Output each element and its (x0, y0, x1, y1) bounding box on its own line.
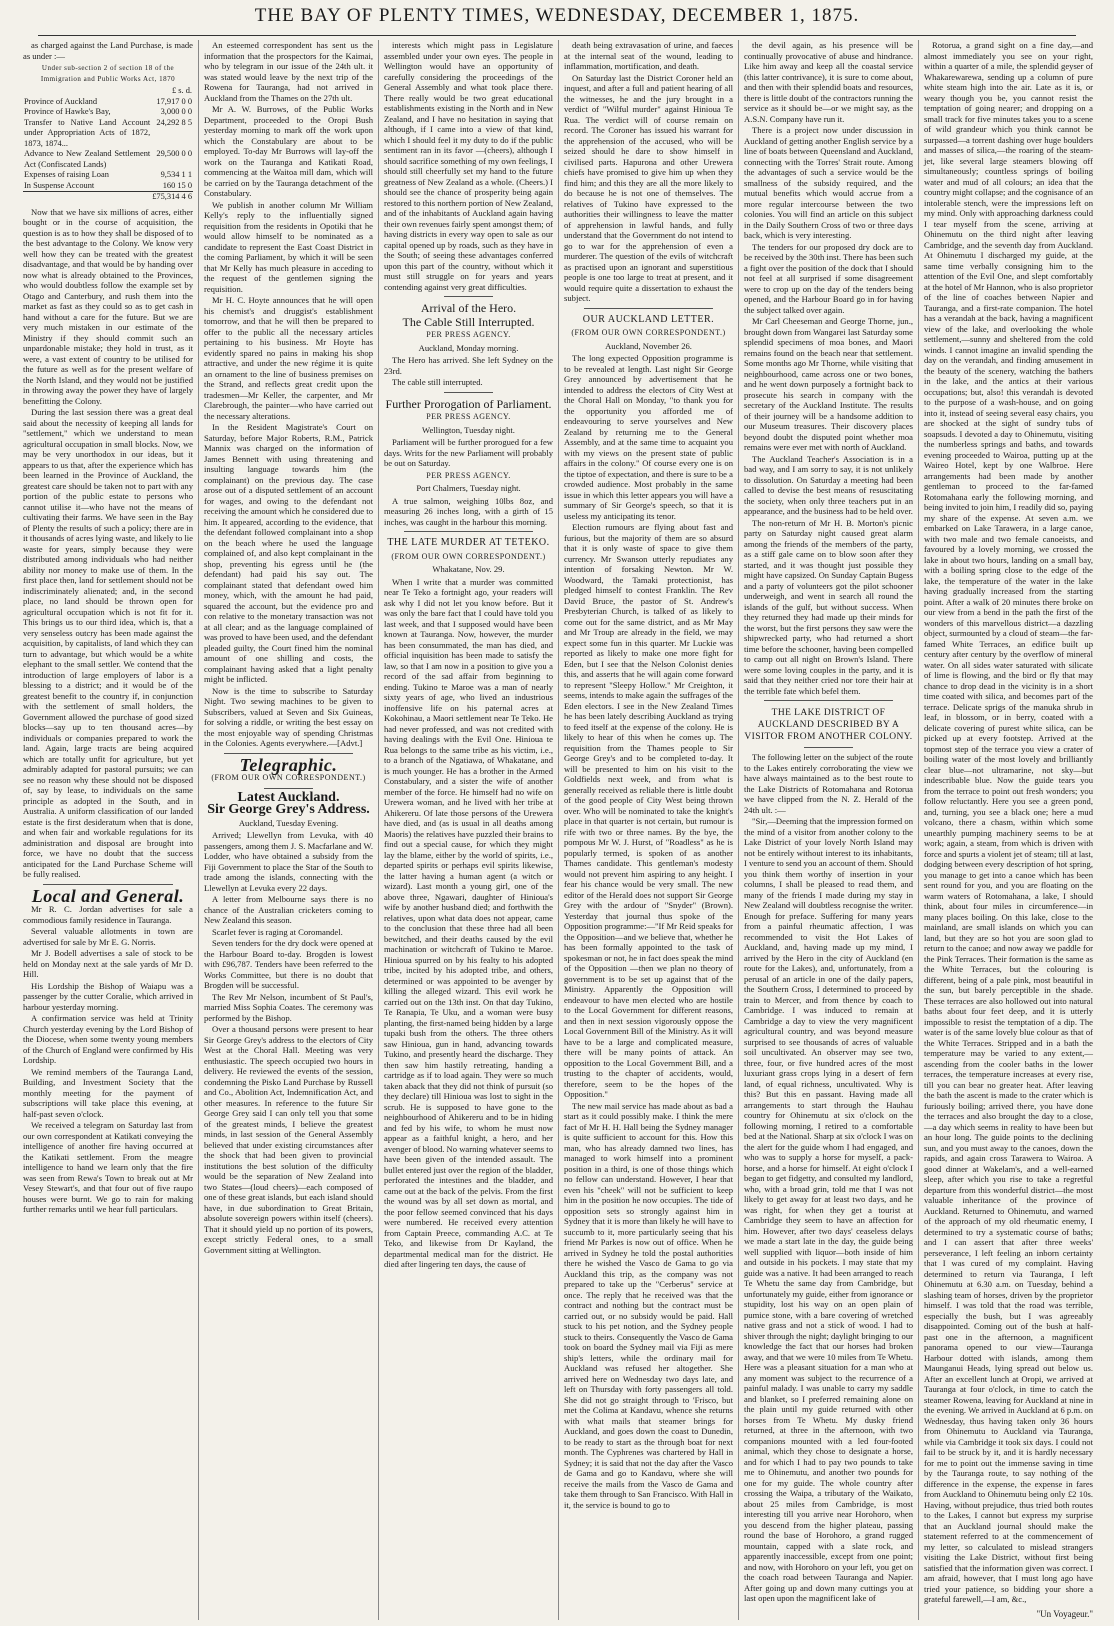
section-heading: Telegraphic. (239, 754, 338, 775)
paragraph: An esteemed correspondent has sent us the information that the prospectors for the Kaimai, who by telegram in our issue of the 24th ult. it was stated would leave by the next trip of the Rowena for Tauranga, had not arrived in Auckland from the Thames on the 27th ult. (204, 40, 373, 103)
signature-line: "Un Voyageur." (1036, 1608, 1093, 1619)
row-amount: 17,917 0 0 (156, 96, 192, 106)
byline: (FROM OUR OWN CORRESPONDENT.) (571, 328, 726, 337)
paragraph: Scarlet fever is raging at Coromandel. (212, 926, 343, 937)
paragraph: The Hero has arrived. She left Sydney on the 23rd. (384, 355, 553, 376)
row-label: Transfer to Native Land Account under Appropriation Acts of 1872, 1873, 1874... (24, 117, 151, 148)
byline: (FROM OUR OWN CORRESPONDENT.) (211, 773, 366, 782)
paragraph: Seven tenders for the dry dock were opened at the Harbour Board to-day. Brogden is lowest with £96,787. Tenders have been referred to the Works Committee, but there is no doubt that Brogden will be successful. (204, 938, 373, 990)
paragraph: Several valuable allotments in town are advertised for sale by Mr E. G. Norris. (23, 926, 193, 947)
paragraph: Now that we have six millions of acres, either bought or in the course of acquisition, the question is as to how they shall be disposed of to the best advantage to the Colony. We know very well how they can be treated with the greatest disadvantage, and that would be by handing over now what is already obtained to the Provinces, who would doubtless follow the example set by Otago and Canterbury, and rush them into the market as fast as they could so as to get cash in hand without a care for the future. But we are very much mistaken in our estimate of the Ministry if they should commit such an unpardonable mistake; they hold in trust, as it were, a vast extent of country to be utilised for the future as well as for the present welfare of the North Island, and they would not be justified in throwing away the power they have of largely benefitting the Colony. (23, 206, 193, 406)
paragraph: We remind members of the Tauranga Land, Building, and Investment Society that the monthly meeting for the payment of subscriptions will take place this evening, at half-past seven o'clock. (23, 1066, 193, 1119)
paragraph: The following letter on the subject of the route to the Lakes entirely corroborating the view we have always maintained as to the best route to the Lake Districts of Rotomahana and Rotorua we have clipped from the N. Z. Herald of the 24th ult. :— (744, 752, 913, 815)
row-amount: 3,000 0 0 (160, 107, 192, 116)
paragraph: Arrived; Llewellyn from Levuka, with 40 passengers, among them J. S. Macfarlane and W. Lodder, who have obtained a subsidy from the Fiji Government to place the Star of the South to trade among the islands, connecting with the Llewellyn at Levuka every 22 days. (204, 830, 373, 893)
paragraph: On Saturday last the District Coroner held an inquest, and after a full and patient hearing of all the witnesses, he and the jury brought in a verdict of "Wilful murder" against Hinioua Te Rua. The verdict will of course remain on record. The Coroner has issued his warrant for the apprehension of the accused, who will be seized should he dare to show himself in civilised parts. Hapurona and other Urewera chiefs have promised to give him up when they find him; and this they are all the more likely to do because he is not one of themselves. The relatives of Tukino have expressed to the authorities their willingness to leave the matter of apprehension in lawful hands, and fully understand that the Government do not intend to go to war for the apprehension of even a murderer. The question of the evils of witchcraft as practised upon an ignorant and superstitious people is one too large to treat at present, and it would require quite a dissertation to exhaust the subject. (564, 72, 733, 303)
paragraph: We received a telegram on Saturday last from our own correspondent at Katikati conveying the intelligence of another fire having occurred at the Katikati settlement. From the meagre intelligence to hand we learn only that the fire was seen from Rewa's Town to break out at Mr Vesey Stewart's, and that four out of five raupo houses were burnt. We go to rain for making further remarks until we hear full particulars. (23, 1120, 193, 1214)
paragraph: Mr R. C. Jordan advertises for sale a commodious family residence in Tauranga. (23, 904, 193, 925)
paragraph: Mr A. W. Burrows, of the Public Works Department, proceeded to the Oropi Bush yesterday morning to mark off the work upon which the Constabulary are about to be employed. To-day Mr Burrows will lay-off the work on the Tauranga and Katikati Road, commencing at the Waitoa mill dam, which will be carried on by the Tauranga detachment of the Constabulary. (204, 104, 373, 198)
paragraph: Parliament will be further prorogued for a few days. Writs for the new Parliament will probably be out on Saturday. (384, 437, 553, 468)
divider (584, 308, 713, 309)
paragraph: Over a thousand persons were present to hear Sir George Grey's address to the electors of City West at the Choral Hall. Meeting was very enthusiastic. The speech occupied two hours in delivery. He reviewed the events of the session, condemning the Pisko Land Purchase by Russell and Co., Abolition Act, Indemnification Act, and other measures. In reference to the future Sir George Grey said I can only tell you that some of the greatest minds, I believe the greatest minds, in last session of the General Assembly believed that under existing circumstances after the shock that had been given to provincial institutions the best solution of the difficulty would be the separation of New Zealand into two States—(loud cheers)—each composed of one of these great islands, but each island should have, in due subordination to Great Britain, absolute sovereign powers within itself (cheers). That it should yield up no portion of its powers, except strictly Federal ones, to a small Government sitting at Wellington. (204, 1024, 373, 1255)
paragraph: A letter from Melbourne says there is no chance of the Australian cricketers coming to New Zealand this season. (204, 894, 373, 925)
column-5 (738, 40, 918, 1620)
dateline: Auckland, Monday morning. (418, 342, 519, 353)
paragraph: A confirmation service was held at Trinity Church yesterday evening by the Lord Bishop of the Diocese, when some twenty young members of the Church of England were confirmed by His Lordship. (23, 1013, 193, 1065)
section-heading: Local and General. (31, 885, 185, 906)
paragraph: Rotorua, a grand sight on a fine day,—and almost immediately you see on your right, within a quarter of a mile, the splendid geyser of Whakarewarewa, sending up a column of pure white steam high into the air. Late as it is, or weary though you be, you cannot resist the temptation of going nearer; and dropping on a small track for five minutes takes you to a scene of wild grandeur which you think cannot be surpassed—a torrent dashing over huge boulders and masses of silica,—the roaring of the steam-jet, like several large steamers blowing off simultaneously; countless springs of boiling water and mud of all colours; an idea that the country might collapse; and the cognisance of an intolerable stench, were the impressions left on my mind. Only with approaching darkness could I tear myself from the scene, arriving at Ohinemutu on the third night after leaving Cambridge, and the seventh day from Auckland. At Ohinemutu I discharged my guide, at the same time verbally consigning him to the attention of the Evil One, and slept comfortably at the hotel of Mr Hannon, who is also proprietor of the line of coaches between Napier and Tauranga, and a first-rate companion. The hotel has a verandah at the back, having a magnificent view of the lake, and overlooking the whole settlement,—sunny and sheltered from the cold winds. I cannot imagine an invalid spending the day on the verandah, and finding amusement in the beauty of the scenery, watching the bathers in the lake, and the antics at their various occupations; but, also! this verandah is devoted to the purpose of a wash-house, and on going into it, instead of seeing several easy chairs, you are shocked at the sight of sundry tubs of soapsuds. I devoted a day to Ohinemutu, visiting the numberless springs and baths, and towards evening proceeded to Wairoa, putting up at the Waireo Hotel, kept by one Walbroe. Here arrangements had been made by another gentleman to proceed to the far-famed Rotomahana early the following morning, and being invited to join him, I readily did so, paying my share of the expense. At seven a.m. we embarked on Lake Tarawera, in a large canoe, with two male and two female canoeists, and favoured by a lovely morning, we crossed the lake in about two hours, landing on a small bay, with a boiling spring close to the edge of the lake, the temperature of the water in the lake having gradually increased from the starting point. After a walk of 20 minutes there broke on our view from a bend in the path the first of the wonders of this marvellous district—a dazzling object, surmounted by a cloud of steam—the far-famed White Terraces, an edifice built up century after century by the overflow of mineral water. On all sides water saturated with silicate of lime is flowing, and the bird or fly that may chance to drop dead in the vicinity is in a short time coated with silica, and becomes part of the terrace. Delicate sprigs of the manuka shrub in leaf, in blossom, or in berry, coated with a delicate covering of purest white silica, can be picked up at every footstep. Arrived at the topmost step of the terrace you view a crater of boiling water of the most lovely and brilliantly clear blue—not ultramarine, not sky—but indescribable blue. Now the guide tears you from the terrace to point out fresh wonders; you follow reluctantly. Here you see a green pond, and, turning, you see a black one; here a mud volcano, there a chasm, within which some unearthly pumping machinery seems to be at work; again, a steam, from which is driven with force and spurts a violent jet of steam; till at last, dodging between every description of hot spring, you manage to get into a canoe which has been sent round for you, and you are floating on the warm waters of Rotomahana, a lake, I should think, about four miles in circumference—in many places boiling. On this lake, close to the mainland, are small islands on which you can land, but they are so hot you are soon glad to return to the canoe; and now away we paddle for the Pink Terraces. Their formation is the same as the White Terraces, but the colouring is different, being of a pale pink, most beautiful in the sun, but barely perceptible in the shade. These terraces are also hollowed out into natural baths about four feet deep, and it is utterly impossible to resist the temptation of a dip. The water is of the same lovely blue colour as that of the White Terraces. Stripped and in a bath the temperature may be varied to any extent,—ascending from the cooler baths in the lower terraces, the temperature increases at every rise, till you can bear no greater heat. After leaving the bath the ascent is made to the crater which is furiously boiling; arrived there, you have done the terraces and also brought the day to a close, —a day which seems in reality to have been but an hour long. The guide points to the declining sun, and you must away to the canoes, down the rapids, and again cross Tarawera to Wairoa. A good dinner at Wakelam's, and a well-earned sleep, after which you rise to take a regretful departure from this wonderful district—the most valuable inheritance of the province of Auckland. Returned to Ohinemutu, and warned of the approach of my old rheumatic enemy, I determined to try a systematic course of baths; and I can assert that after three weeks' perseverance, I left feeling an inborn certainty that I was cured of my complaint. Having determined to return via Tauranga, I left Ohinemutu at 6.30 a.m. on Tuesday, behind a slashing team of horses, driven by the proprietor himself. I was told that the road was terrible, especially the bush, but I was agreeably disappointed. Coming out of the bush at half-past one in the afternoon, a magnificent panorama opened to our view—Tauranga Harbour dotted with islands, among them Maunganui Heads, lying spread out below us. After an excellent lunch at Oropi, we arrived at Tauranga at four o'clock, in time to catch the steamer Rowena, leaving for Auckland at nine in the evening. We arrived in Auckland at 6 p.m. on Wednesday, thus having taken only 36 hours from Ohinemutu to Auckland via Tauranga, while via Cambridge it took six days. I could not fail to be struck by it, and it is hardly necessary for me to point out the immense saving in time by the Tauranga route, to say nothing of the difference in the expense, the expense in fares from Auckland to Ohinemutu being only £2 10s. Having, without prejudice, thus tried both routes to the Lakes, I cannot but express my surprise that an Auckland journal should make the statement referred to at the commencement of my letter, so calculated to mislead strangers visiting the Lake District, without first being satisfied that the information given was correct. I am afraid, however, that I must long ago have tried your patience, so bidding your shore a grateful farewell,—I am, &c., (924, 40, 1093, 1604)
row-amount: 29,500 0 0 (156, 149, 192, 158)
article-heading: Arrival of the Hero. (420, 301, 517, 315)
row-label: In Suspense Account (24, 180, 95, 190)
column-6 (918, 40, 1098, 1620)
table-note: Under sub-section 2 of section 18 of the Immigration and Public Works Act, 1870 (40, 64, 176, 83)
paragraph: Mr H. C. Hoyte announces that he will open his chemist's and druggist's establishment tomorrow, and that he will then be prepared to offer to the public all the necessary articles pertaining to his business. Mr Hoyte has evidently spared no pains in making his shop attractive, and under the new régime it is quite an ornament to the line of business premises on the Strand, and reflects great credit upon the tradesmen—Mr Keller, the carpenter, and Mr Clarebrough, the painter—who have carried out the necessary alterations. (204, 295, 373, 421)
row-label: Advance to New Zealand Settlement Act (Confiscated Lands) (24, 149, 151, 169)
article-heading: THE LATE MURDER AT TETEKO. (387, 537, 550, 548)
paragraph: In the Resident Magistrate's Court on Saturday, before Major Roberts, R.M., Patrick Mannix was charged on the information of James Bennett with using threatening and insulting language towards him (the complainant) on the previous day. The case arose out of a disputed settlement of an account for wages, and owing to the defendant not receiving the amount which he considered due to him. It appeared, according to the evidence, that the defendant followed complainant into a shop on the beach where he used the language complained of, and also kept complainant in the shop, preventing his egress until he (the defendant) had paid his say out. The complainant stated that defendant owed him money, which, with the amount he had paid, squared the account, but the evidence pro and con relative to the monetary transaction was not at all clear; and as the language complained of was proved to have been used, and the defendant pleaded guilty, the Court fined him the nominal amount of one shilling and costs, the complainant having asked that a light penalty might be inflicted. (204, 422, 373, 684)
paragraph: The tenders for our proposed dry dock are to be received by the 30th inst. There has been such a fight over the position of the dock that I should not feel at all surprised if some disagreement were to crop up on the day of the tenders being opened, and the Harbour Board go in for having the subject talked over again. (744, 241, 913, 315)
paragraph: His Lordship the Bishop of Waiapu was a passenger by the cutter Coralie, which arrived in harbour yesterday morning. (23, 980, 193, 1012)
divider (404, 531, 533, 532)
table-row (23, 181, 193, 192)
dateline: Auckland, November 26. (605, 340, 692, 351)
paragraph: Now is the time to subscribe to Saturday Night. Two sewing machines to be given to Subscribers, valued at Seven and Six Guineas, for solving a riddle, or writing the best essay on the most enjoyable way of spending Christmas in the Colonies. Agents everywhere.—[Advt.] (204, 685, 373, 748)
table-row (23, 118, 193, 150)
agency-line: PER PRESS AGENCY. (426, 330, 511, 339)
table-row (23, 97, 193, 108)
columns (18, 40, 1098, 1620)
row-label: Expenses of raising Loan (24, 170, 109, 179)
paragraph: as charged against the Land Purchase, is made as under :— (23, 40, 193, 61)
divider (224, 753, 353, 754)
paragraph: the devil again, as his presence will be continually provocative of abuse and hindrance. Like him away and keep all the coastal service (this latter contrivance), it is sure to come about, and then with their splendid boats and resources, there is little doubt of the contractors running the service as it should be—or we might say, as the A.S.N. Company have run it. (744, 40, 913, 124)
land-purchase-table (23, 86, 193, 203)
paragraph: A true salmon, weighing 10lbs 8oz, and measuring 26 inches long, with a girth of 15 inches, was caught in the harbour this morning. (384, 495, 553, 527)
paragraph: We publish in another column Mr William Kelly's reply to the influentially signed requisition from the residents in Opotiki that he would allow himself to be nominated as a candidate to represent the East Coast District in the coming Parliament, by which it will be seen that Mr Kelly has much pleasure in acceding to the request of the gentlemen signing the requisition. (204, 199, 373, 294)
paragraph: death being extravasation of urine, and faeces at the internal seat of the wound, leading to inflammation, mortification, and death. (564, 40, 733, 71)
dateline: Wellington, Tuesday night. (422, 424, 515, 435)
agency-line: PER PRESS AGENCY. (426, 470, 511, 480)
paragraph: Election rumours are flying about fast and furious, but the majority of them are so absurd that it is only waste of space to give them currency. Mr Swanson utterly repudiates any intention of forsaking Newton. Mr W. Woodward, the Tamaki protectionist, has pledged himself to contest Franklin. The Rev David Bruce, the pastor of St. Andrew's Presbyterian Church, is talked of as likely to come out for the same district, and as Mr May and Mr Troup are already in the field, we may expect some fun in this quarter. Mr Luckie was reported as likely to make one more fight for Eden, but I see that the Nelson Colonist denies this, and asserts that he will again come forward to represent "Sleepy Hollow." Mr Creighton, it seems, intends to make again the suffrages of the Eden electors. I see in the New Zealand Times he has been lately describing Auckland as trying to feed itself at the expense of the colony. He is likely to hear of this when he comes up. The requisition from the Thames people to Sir George Grey's and to be completed to-day. It will be presented to him on his visit to the Goldfields next week, and from what is generally received as reliable there is little doubt of the good people of City West being thrown over. Who will be nominated to take the knight's place in that quarter is not certain, but rumour is rife with two or three names. By the bye, the pompous Mr W. J. Hurst, of "Roadless" as he is popularly termed, is spoken of as another Thames candidate. This gentleman's modesty would not prevent him aspiring to any height. I fear his chance would be very small. The new editor of the Herald does not support Sir George Grey with the ardour of "Snyder" (Brown). Yesterday that journal thus spoke of the Opposition programme:—"If Mr Reid speaks for the Opposition—and we believe that, whether he has been formally appointed to the task of spokesman or not, he in fact does speak the mind of the Opposition —then we plan no theory of government is to be set up against that of the Ministry. Apparently the Opposition will endeavour to have men elected who are hostile to the Local Government for different reasons, and then in next session vigorously oppose the Local Government Bill of the Ministry. As it will have to be a large and complicated measure, there will be many points of attack. An opposition to the Local Government Bill, and a trusting to the chapter of accidents, would, therefore, seem to be the hopes of the Opposition." (564, 522, 733, 1099)
dateline: Auckland, Tuesday Evening. (238, 817, 339, 828)
row-label (23, 192, 151, 203)
article-heading: Sir George Grey's Address. (207, 802, 370, 817)
paragraph: The new mail service has made about as bad a start as it could possibly make. I think the mere fact of Mr H. H. Hall being the Sydney manager is quite sufficient to account for this. How this man, who has already damned two lines, has managed to work himself into a prominent position in a third, is one of those things which no fellow can understand. However, I hear that even his "cheek" will not be sufficient to keep him in the position he now occupies. The tide of opposition sets so strongly against him in Sydney that it is more than likely he will have to succumb to it, more particularly seeing that his friend Mr Parkes is now out of office. When he arrived in Sydney he told the postal authorities there he wished the Vasco de Gama to go via Auckland this trip, as the company was not prepared to take up the "Cerberus" service at once. The reply that he received was that the contract and nothing but the contract must be carried out, or no subsidy would be paid. Hall stuck to his pet notion, and the Sydney people stuck to theirs. Consequently the Vasco de Gama took on board the Sydney mail via Fiji as mere ship's letters, while the ordinary mail for Auckland was refused her altogether. She arrived here on Wednesday two days late, and left on Thursday with forty passengers all told. She did not go straight through to 'Frisco, but met the Colima at Kandavu, whence she returns with what mails that steamer brings for Auckland, and goes down the coast to Dunedin, to be ready to start as the through boat for next month. The Cyphrenes was chartered by Hall in Sydney; it is said that not the day after the Vasco de Gama and go to Kandavu, where she will receive the mails from the Vasco de Gama and take them through to San Francisco. With Hall in it, the service is bound to go to (564, 1100, 733, 1510)
paragraph: The long expected Opposition programme is to be revealed at length. Last night Sir George Grey announced by advertisement that he intended to address the electors of City West at the Choral Hall on Monday, "to thank you for the opportunity you afforded me of endeavouring to serve yourselves and New Zealand by returning me to the General Assembly, and at the same time to acquaint you with my views on the present state of public affairs in the colony." Of course every one is on the tiptoe of expectation, and there is sure to be a crowded audience. Most probably in the same issue in which this letter appears you will have a summary of Sir George's speech, so that it is useless my anticipating its tenor. (564, 353, 733, 521)
byline: (FROM OUR OWN CORRESPONDENT.) (391, 551, 546, 561)
dateline: Whakatane, Nov. 29. (432, 564, 505, 574)
divider (444, 392, 493, 393)
article-heading: Further Prorogation of Parliament. (385, 396, 552, 411)
row-label: Province of Auckland (24, 96, 98, 106)
paragraph: Mr J. Bodell advertises a sale of stock to be held on Monday next at the sale yards of Mr D. Hill. (23, 948, 193, 979)
paragraph: Mr Carl Cheeseman and George Thorne, jun., brought down from Wangarei last Saturday some splendid specimens of moa bones, and Maori remains found on the beach near that settlement. Some months ago Mr Thorne, while visiting that neighbourhood, came across one or two bones, and he went down purposely a fortnight back to prosecute his search in company with the secretary of the Auckland Institute. The results of their journey will be a handsome addition to our Museum treasures. Their discovery places beyond doubt the disputed point whether moa remains were ever met with north of Auckland. (744, 316, 913, 452)
table-total-row (23, 192, 193, 203)
row-amount: 24,292 8 5 (156, 117, 192, 127)
paragraph: The Auckland Teacher's Association is in a bad way, and I am sorry to say, it is not unlikely to dissolution. On Saturday a meeting had been called to devise the best means of resuscitating the society, when only three teachers put in an appearance, and the business had to be held over. (744, 453, 913, 516)
article-heading: Latest Auckland. (237, 789, 340, 805)
paragraph: The cable still interrupted. (392, 377, 483, 387)
row-amount: £75,314 4 6 (152, 192, 192, 201)
masthead (0, 0, 1114, 34)
divider (43, 884, 173, 885)
paragraph: "Sir,—Deeming that the impression formed on the mind of a visitor from another colony to the Lake District of your lovely North Island may not be entirely without interest to its inhabitants, I venture to send you an account of them. Should you think them worthy of insertion in your columns, I shall be pleased to read them, and many of the friends I made during my stay in New Zealand will doubtless recognise the writer. Enough for preface. Suffering for many years from a painful rheumatic affection, I was recommended to visit the Hot Lakes of Auckland, and, having made up my mind, I arrived by the Hero in the city of Auckland (en route for the Lakes), and, unfortunately, from a perusal of an article in one of the daily papers, the Southern Cross, I determined to proceed by train to Mercer, and from thence by coach to Cambridge. I was induced to remain at Cambridge a day to view the very magnificent agricultural country, and was beyond measure surprised to see thousands of acres of valuable soil uncultivated. An observer may see two, three, four, or five hundred acres of the most luxuriant grass crops lying in a desert of fern land, of equal richness, uncultivated. Why is this? But this en passant. Having made all arrangements to start through the Hauhau country for Ohinemutu at six o'clock on the following morning, I retired to a comfortable bed at the National. Sharp at six o'clock I was on the alert for the guide whom I had engaged, and who was to supply a horse for myself, a pack-horse, and a horse for himself. At eight o'clock I began to get fidgetty, and consulted my landlord, who, with a broad grin, told me that I was not likely to get away for at least two days, and he was right, for when they get a tourist at Cambridge they seem to have an affection for him. However, after two days' ceaseless delays we made a start late in the day, the guide being well supplied with liquor—both inside of him and outside in his pockets. I may state that my guide was a native. It had been arranged to reach Te Whetu the same day from Cambridge, but unfortunately my guide, either from ignorance or stupidity, lost his way on an open plain of pumice stone, with a bare covering of wretched native grass and not a stick of wood. I had to shiver through the night; daylight bringing to our knowledge the fact that our horses had broken away, and that we were 10 miles from Te Whetu. Here was a pleasant situation for a man who at any moment was subject to the recurrence of a painful malady. I was unable to carry my saddle and blanket, so I preferred remaining alone on the plain until my guide returned with other horses from Te Whetu. My dusky friend returned, at three in the afternoon, with two companions mounted with a led four-footed animal, which they chose to designate a horse, and for which I had to pay two pounds to take me to Ohinemutu, and another two pounds for one for my guide. The whole country after crossing the Waipa, a tributary of the Waikato, about 25 miles from Cambridge, is most interesting till you arrive near Horohoro, when you descend from the higher plateau, passing round the base of Horohoro, a grand rugged mountain, capped with a slate rock, and apparently inaccessible, except from one point; and now, with Horohoro on your left, you get on the coach road between Tauranga and Napier. After going up and down many cuttings you at last open upon the magnificent lake of (744, 816, 913, 1603)
row-amount: 160 15 0 (162, 180, 192, 190)
newspaper-title: THE BAY OF PLENTY TIMES, WEDNESDAY, DECEMBER 1, 1875. (254, 5, 860, 26)
row-amount: 9,534 1 1 (160, 170, 192, 179)
column-4 (558, 40, 738, 1620)
article-heading: OUR AUCKLAND LETTER. (582, 313, 715, 325)
divider (444, 296, 493, 297)
paragraph: When I write that a murder was committed near Te Teko a fortnight ago, your readers will ask why I did not let you know before. But it was only the bare fact that I could have told you last week, and that I supposed would have been known at Tauranga. Now, however, the murder has been consummated, the man has died, and official inquisition has been made to satisfy the law, so that I am now in a position to give you a record of the sad affair from beginning to ending. Tukino te Maroe was a man of nearly sixty years of age, who lived an industrious inoffensive life on his paternal acres at Kokohinau, a Maori settlement near Te Teko. He had never professed, and was not credited with having dealings with the Evil One. Hinioua te Rua belongs to the same tribe as his victim, i.e., to a branch of the Ngatiawa, of Whakatane, and is much younger. He has a brother in the Armed Constabulary, and a sister the wife of another member of the force. He himself had no wife on Urewera woman, and he lived with her tribe at Ahikereru. Of late those persons of the Urewera have died, and (as is usual in all deaths among Maoris) the relatives have puzzled their brains to find out a special cause, for which they might lay the blame, either by the world of spirits, i.e., departed spirits or perhaps evil spirits likewise, the latter having a human agent (a witch or wizard). Last month a young girl, one of the above three, Ngawari, daughter of Hinioua's wife by another husband died; and forthwith the relatives, upon what data does not appear, came to the conclusion that these three had all been bewitched, and their deaths caused by the evil machination or witchcraft of Tukino te Maroe. Hinioua spurred on by his fealty to his adopted tribe, incited by his adopted tribe, and others, determined or was appointed to be avenger by killing the alleged wizard. This evil work he carried out on the 13th inst. On that day Tukino, Te Ranapia, Te Uku, and a woman were busy planting, the first-named being hidden by a large tupaki bush from the others. The three others saw Hinioua, gun in hand, advancing towards Tukino, and presently heard the discharge. They then saw him hastily retreating, handing a cartridge as if to load again. They were so much taken aback that they did not think of pursuit (so they declare) till Hinioua was lost to sight in the scrub. He is supposed to have gone to the neighbourhood of Ahikereru and to be in hiding and fed by his wife, to whom he must now appear as a faithful knight, a hero, and her avenger of blood. No warning whatever seems to have been given of the intended assault. The bullet entered just over the region of the bladder, perforated the intestines and the bladder, and came out at the back of the pelvis. From the first the wound was by all set down as mortal, and the poor fellow seemed convinced that his days were numbered. He received every attention from Captain Preece, commanding A.C. at Te Teko, and likewise from Dr Kayland, the departmental medical man for the district. He died after lingering ten days, the cause of (384, 576, 553, 1269)
paragraph: There is a project now under discussion in Auckland of getting another English service by a line of boats between Queensland and Auckland, connecting with the Torres' Strait route. Among the advantages of such a service would be the smallness of the subsidy required, and the mutual benefits which would accrue from a more regular intercourse between the two colonies. You will find an article on this subject in the Daily Southern Cross of two or three days back, which is very interesting. (744, 125, 913, 240)
paragraph: During the last session there was a great deal said about the necessity of keeping all lands for "settlement," which we understand to mean agricultural occupation in small blocks. Now, we may be very unorthodox in our ideas, but it appears to us that, after the experience which has been learned in the Province of Auckland, the greatest care should be taken not to part with any portion of the public estate to persons who cannot utilise it—who have not the means of cultivating their farms. We have seen in the Bay of Plenty the results of such a policy; there are in it thousands of acres lying waste, and likely to lie waste for years, simply because they were distributed among individuals who had neither ability nor money to make use of them. In the first place then, land for settlement should not be indiscriminately alienated; and, in the second place, no land should be thrown open for agricultural occupation which is not fit for it. This brings us to our third idea, which is, that a very senseless outcry has been made against the acquisition, by capitalists, of land which they can turn to advantage, but which would be a white elephant to the small settler. We contend that the introduction of large employers of labor is a blessing to a district; and it would be of the greatest benefit to the country if, in conjunction with the settlement of small holders, the Government allowed the purchase of good sized blocks—say up to ten thousand acres—by individuals or companies prepared to work the land. Again, large tracts are being acquired which are totally unfit for agriculture, but yet admirably adapted for pastoral pursuits; we can see no reason why these should not be disposed of, say by lease, to individuals on the same principle as adopted in the South, and in Australia. A uniform classification of our landed estate is the first desideratum when that is done, and when fair and workable regulations for its administration and disposal are brought into force, we have no doubt that the success anticipated for the Land Purchase Scheme will be fully realised. (23, 407, 193, 879)
column-2 (198, 40, 378, 1620)
paragraph: interests which might pass in Legislature assembled under your own eyes. The people in Wellington would have an opportunity of carefully considering the proceedings of the General Assembly and what took place there. There really would be two great educational establishments existing in the North and in New Zealand, and I have no hesitation in saying that although, if I came into a view of that kind, which I should feel it my duty to do if the public sentiment ran in its favor —(cheers), although I should sacrifice something of my own feelings, I should still cheerfully set my hand to the future greatness of New Zealand as a whole. (Cheers.) I should see the chance of prosperity being again restored to this northern portion of New Zealand, and of the inhabitants of Auckland again having their own revenues fairly spent amongst them; of having districts in every way open to sale as our capital opened up by roads, such as they have in the South; of seeing these advantages conferred upon this part of the country, without which it must still struggle on for years and years contending against very great difficulties. (384, 40, 553, 292)
table-currency: £ s. d. (171, 86, 192, 95)
masthead-rule (38, 35, 1076, 36)
dateline: Port Chalmers, Tuesday night. (416, 483, 521, 493)
table-row (23, 170, 193, 181)
agency-line: PER PRESS AGENCY. (426, 412, 511, 421)
divider (804, 747, 853, 748)
row-label: Province of Hawke's Bay, (24, 107, 111, 116)
column-3 (378, 40, 558, 1620)
article-heading: The Cable Still Interrupted. (402, 314, 535, 329)
divider (764, 700, 893, 701)
table-row (23, 149, 193, 170)
article-heading: THE LAKE DISTRICT OF AUCKLAND DESCRIBED BY A VISITOR FROM ANOTHER COLONY. (744, 708, 913, 742)
table-row (23, 107, 193, 118)
column-1 (18, 40, 198, 1620)
divider (264, 788, 313, 789)
paragraph: The Rev Mr Nelson, incumbent of St Paul's, married Miss Sophia Coates. The ceremony was performed by the Bishop. (204, 991, 373, 1023)
paragraph: The non-return of Mr H. B. Morton's picnic party on Saturday night caused great alarm among the friends of the members of the party, as a stiff gale came on to blow soon after they started, and it was thought just possible they might have capsized. On Sunday Captain Bugess and a party of volunteers got the pilot schooner underweigh, and went in search all round the islands of the gulf, but without success. When they returned they had made up their minds for the worst, but the first persons they saw were the shipwrecked party, who had returned a short time before the schooner, having been compelled to camp out all night on Brown's Island. There were some loving couples in the party, and it is said that they neither cried nor tore their hair at the terrible fate which befel them. (744, 517, 913, 696)
